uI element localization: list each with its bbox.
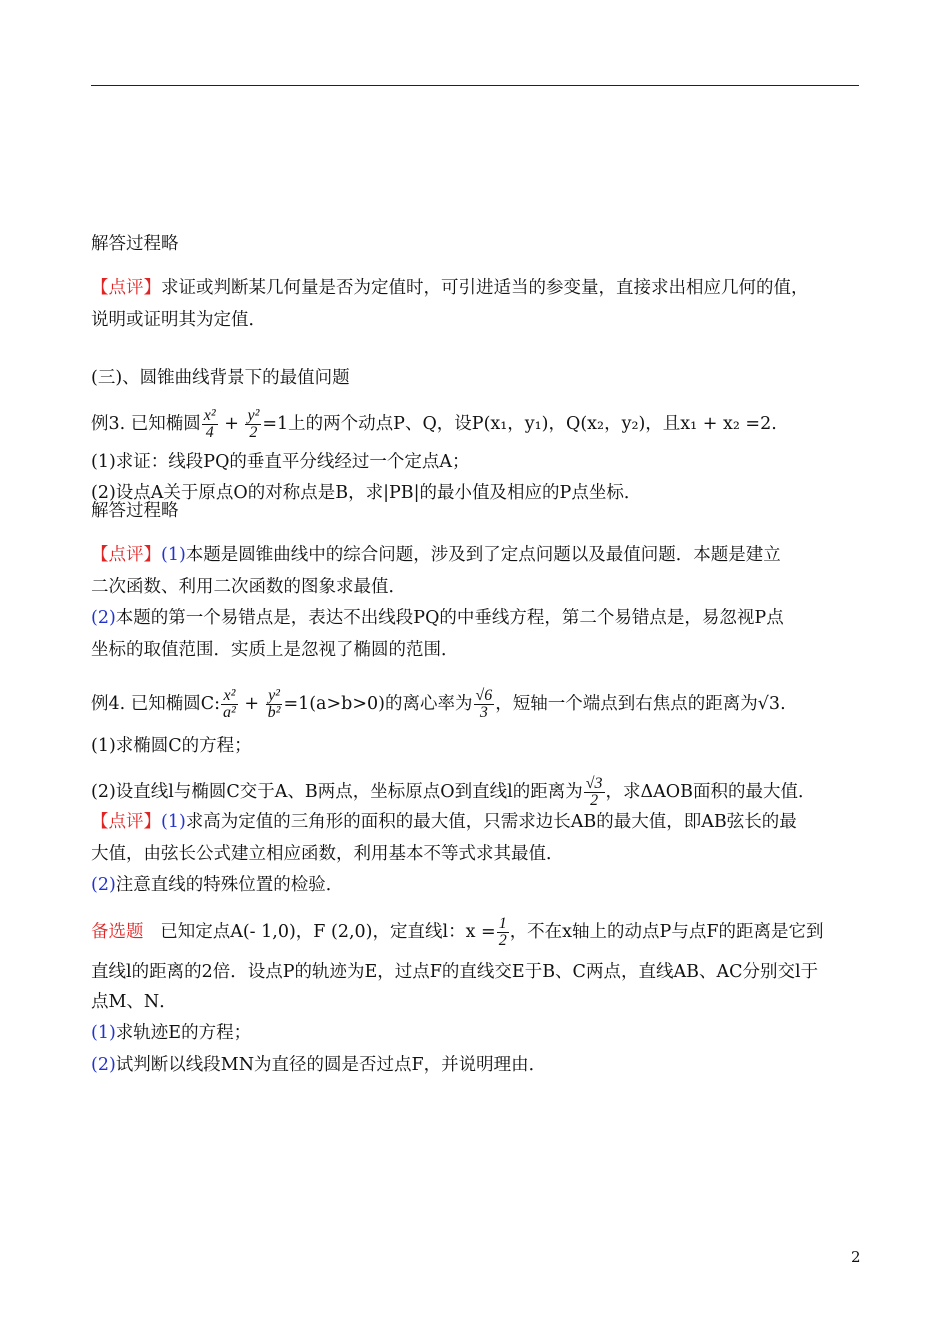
fraction-y2-2: $\frac{\text{y²}}{2}$: [247, 407, 260, 441]
backup-problem-line-2: 直线l的距离的2倍．设点P的轨迹为E，过点F的直线交E于B、C两点，直线AB、AC分别交l于: [91, 962, 819, 982]
example-4-question-1: (1)求椭圆C的方程；: [91, 736, 252, 756]
comment-2-line-3: (2)本题的第一个易错点是，表达不出线段PQ的中垂线方程，第二个易错点是，易忽视P点: [91, 608, 784, 628]
backup-question-2: (2)试判断以线段MN为直径的圆是否过点F，并说明理由．: [91, 1055, 547, 1075]
header-rule: [91, 85, 859, 86]
comment-3-line-1: 【点评】(1)求高为定值的三角形的面积的最大值，只需求边长AB的最大值，即AB弦长的最: [91, 812, 797, 832]
example-3-statement: 例3. 已知椭圆 $\frac{\text{x²}}{4}$ + $\frac{\text{y²}}{2}$ =1上的两个动点P、Q，设P(x₁，y₁)，Q(x₂，y₂)，且x₁ + x₂ =2.: [91, 407, 777, 441]
answer-omitted-1: 解答过程略: [91, 234, 179, 254]
example-3-question-2: (2)设点A关于原点O的对称点是B，求|PB|的最小值及相应的P点坐标．: [91, 483, 642, 503]
backup-problem-line-3: 点M、N．: [91, 992, 177, 1012]
comment-1-line-2: 说明或证明其为定值．: [91, 310, 266, 330]
comment-2-line-4: 坐标的取值范围．实质上是忽视了椭圆的范围．: [91, 640, 459, 660]
section-heading-3: (三)、圆锥曲线背景下的最值问题: [91, 368, 350, 388]
backup-problem-line-1: 备选题 已知定点A(- 1,0)，F (2,0)，定直线l：x = $\frac{1}{2}$ ，不在x轴上的动点P与点F的距离是它到: [91, 915, 824, 949]
answer-omitted-2: 解答过程略: [91, 501, 179, 521]
backup-question-1: (1)求轨迹E的方程；: [91, 1023, 252, 1043]
fraction-x2-4: $\frac{\text{x²}}{4}$: [203, 407, 216, 441]
example-4-statement: 例4. 已知椭圆C: $\frac{\text{x²}}{\text{a²}}$ + $\frac{\text{y²}}{\text{b²}}$ =1(a>b>0)的离心率为 $\frac{√6}{3}$ ，短轴一个端点到右焦点的距离为√3.: [91, 687, 786, 721]
comment-1-line-1: 【点评】求证或判断某几何量是否为定值时，可引进适当的参变量，直接求出相应几何的值，: [91, 278, 809, 298]
comment-tag: 【点评】: [91, 278, 161, 298]
comment-2-line-1: 【点评】(1)本题是圆锥曲线中的综合问题，涉及到了定点问题以及最值问题．本题是建立: [91, 545, 781, 565]
comment-2-line-2: 二次函数、利用二次函数的图象求最值．: [91, 577, 406, 597]
example-4-question-2: (2)设直线l与椭圆C交于A、B两点，坐标原点O到直线l的距离为 $\frac{√3}{2}$ ，求ΔAOB面积的最大值．: [91, 775, 816, 809]
comment-3-line-3: (2)注意直线的特殊位置的检验．: [91, 875, 344, 895]
example-3-question-1: (1)求证：线段PQ的垂直平分线经过一个定点A；: [91, 452, 470, 472]
page-number: 2: [851, 1248, 861, 1266]
comment-3-line-2: 大值，由弦长公式建立相应函数，利用基本不等式求其最值．: [91, 844, 564, 864]
